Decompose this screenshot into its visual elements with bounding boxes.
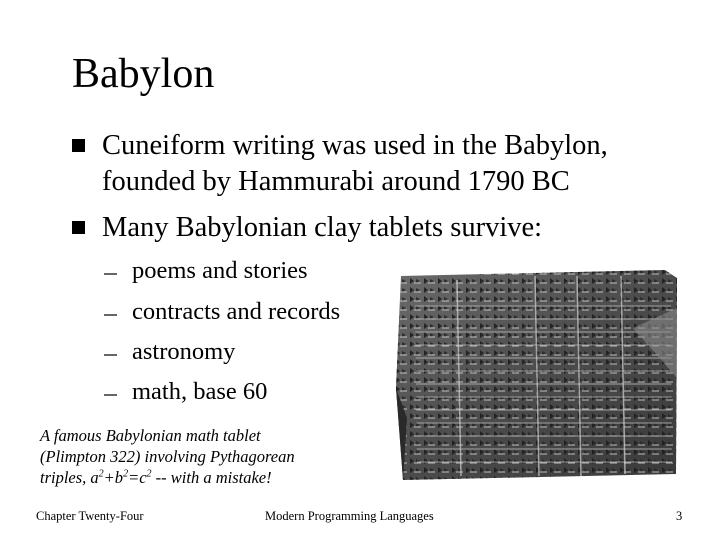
bullet-line: Many Babylonian clay tablets survive: xyxy=(102,212,543,243)
bullet-line: founded by Hammurabi around 1790 BC xyxy=(102,166,570,197)
caption-line: A famous Babylonian math tablet xyxy=(40,426,261,445)
plimpton-322-tablet-image xyxy=(395,268,679,482)
sub-bullet-text: poems and stories xyxy=(132,257,308,284)
footer-book-title: Modern Programming Languages xyxy=(265,509,434,523)
sub-bullet-astronomy xyxy=(104,334,394,374)
footer-page-number: 3 xyxy=(676,509,683,523)
bullet-line: Cuneiform writing was used in the Babylon, xyxy=(102,130,608,161)
bullet-cuneiform xyxy=(72,128,672,200)
caption-text: =c xyxy=(128,468,147,487)
sub-bullet-text: contracts and records xyxy=(132,298,341,325)
caption-line xyxy=(40,467,370,488)
caption-line: (Plimpton 322) involving Pythagorean xyxy=(40,447,295,466)
sub-bullet-text: astronomy xyxy=(132,338,236,365)
bullet-text xyxy=(102,128,608,200)
bullet-tablets xyxy=(72,210,672,246)
sub-bullet-math xyxy=(104,374,394,414)
caption-text: -- with a mistake! xyxy=(151,468,272,487)
sub-bullet-poems xyxy=(104,253,394,293)
superscript: 2 xyxy=(98,468,104,480)
dash-bullet-icon xyxy=(104,394,117,396)
dash-bullet-icon xyxy=(104,354,117,356)
slide-title: Babylon xyxy=(72,51,215,97)
superscript: 2 xyxy=(123,468,129,480)
tablet-caption xyxy=(40,425,370,488)
superscript: 2 xyxy=(146,468,152,480)
sub-bullet-text: math, base 60 xyxy=(132,378,268,405)
footer-chapter: Chapter Twenty-Four xyxy=(36,509,144,523)
caption-text: triples, a xyxy=(40,468,99,487)
square-bullet-icon xyxy=(72,139,85,152)
caption-text: +b xyxy=(103,468,124,487)
dash-bullet-icon xyxy=(104,314,117,316)
square-bullet-icon xyxy=(72,221,85,234)
sub-bullet-contracts xyxy=(104,294,394,334)
bullet-text xyxy=(102,210,542,246)
dash-bullet-icon xyxy=(104,273,117,275)
